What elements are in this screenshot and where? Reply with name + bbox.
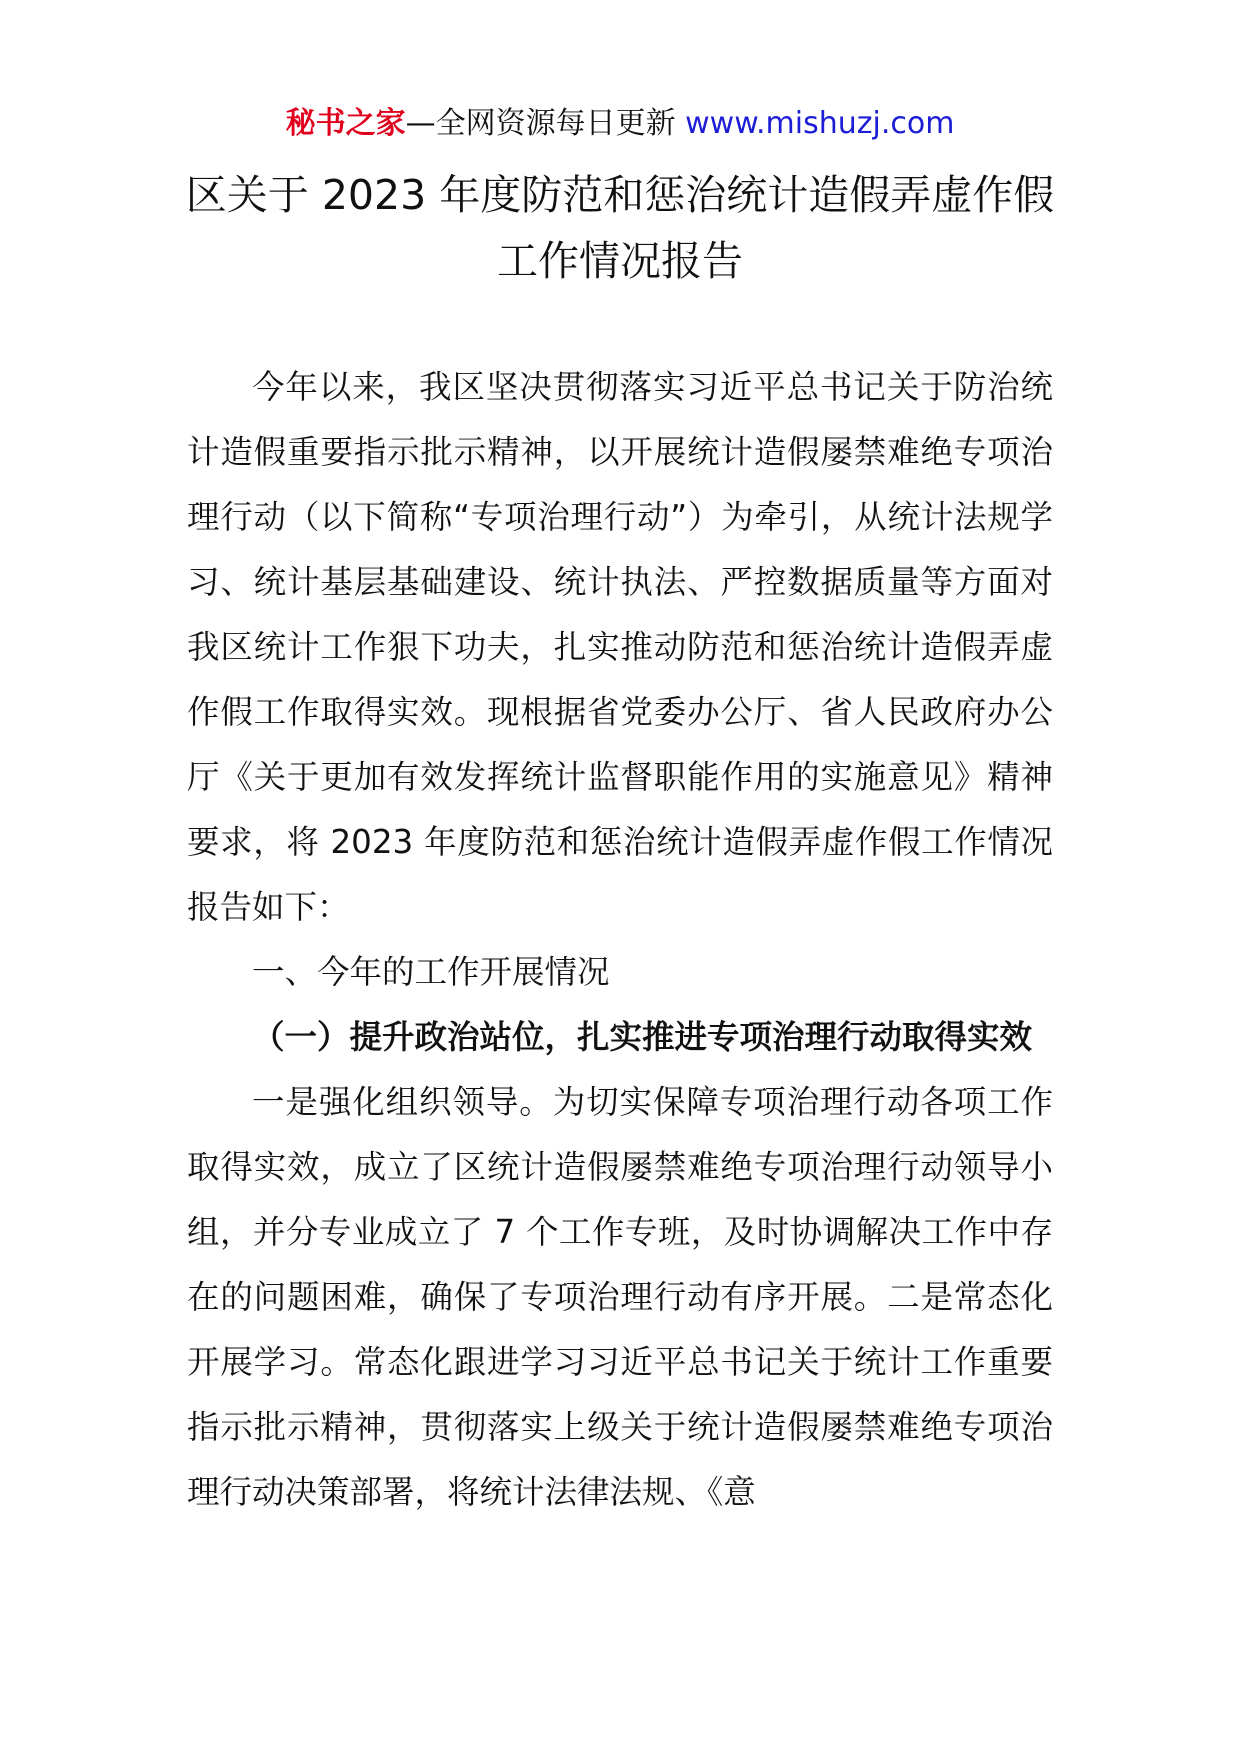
document-title	[150, 162, 1090, 294]
document-title-line-1: 区关于 2023 年度防范和惩治统计造假弄虚作假	[185, 171, 1055, 219]
site-tagline: —全网资源每日更新	[405, 106, 686, 141]
site-brand: 秘书之家	[285, 106, 406, 141]
site-url-link[interactable]: www.mishuzj.com	[685, 106, 955, 141]
subsection-heading: （一）提升政治站位，扎实推进专项治理行动取得实效	[252, 1018, 1033, 1056]
intro-paragraph: 今年以来，我区坚决贯彻落实习近平总书记关于防治统计造假重要指示批示精神，以开展统计造假屡禁难绝专项治理行动（以下简称“专项治理行动”）为牵引，从统计法规学习、统计基层基础建设、统计执法、严控数据质量等方面对我区统计工作狠下功夫，扎实推动防范和惩治统计造假弄虚作假工作取得实效。现根据省党委办公厅、省人民政府办公厅《关于更加有效发挥统计监督职能作用的实施意见》精神要求，将 2023 年度防范和惩治统计造假弄虚作假工作情况报告如下：	[187, 368, 1053, 926]
document-body	[187, 355, 1053, 1525]
body-paragraph: 一是强化组织领导。为切实保障专项治理行动各项工作取得实效，成立了区统计造假屡禁难绝专项治理行动领导小组，并分专业成立了 7 个工作专班，及时协调解决工作中存在的问题困难，确保了专项治理行动有序开展。二是常态化开展学习。常态化跟进学习习近平总书记关于统计工作重要指示批示精神，贯彻落实上级关于统计造假屡禁难绝专项治理行动决策部署，将统计法律法规、《意	[187, 1083, 1053, 1511]
section-heading: 一、今年的工作开展情况	[252, 953, 610, 991]
site-header	[0, 104, 1240, 144]
document-title-line-2: 工作情况报告	[497, 237, 743, 285]
